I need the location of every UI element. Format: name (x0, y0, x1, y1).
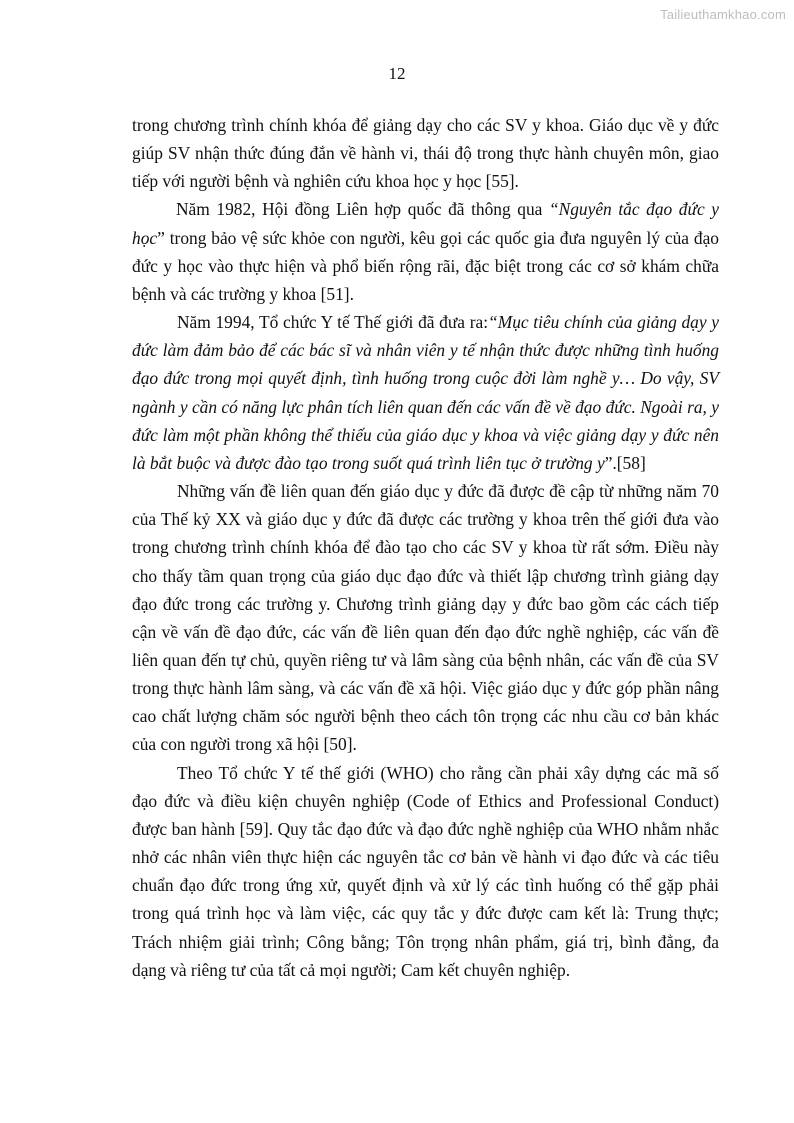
paragraph-2 (132, 195, 719, 308)
paragraph-1: trong chương trình chính khóa để giảng dạy cho các SV y khoa. Giáo dục về y đức giúp SV nhận thức đúng đắn về hành vi, thái độ trong thực hành chuyên môn, giao tiếp với người bệnh và nghiên cứu khoa học y học [55]. (132, 115, 719, 192)
paragraph-5: Theo Tổ chức Y tế thế giới (WHO) cho rằng cần phải xây dựng các mã số đạo đức và điều kiện chuyên nghiệp (Code of Ethics and Professional Conduct) được ban hành [59]. Quy tắc đạo đức và đạo đức nghề nghiệp của WHO nhằm nhắc nhở các nhân viên thực hiện các nguyên tắc cơ bản về hành vi đạo đức và các tiêu chuẩn đạo đức trong ứng xử, quyết định và xử lý các tình huống có thể gặp phải trong quá trình học và làm việc, các quy tắc y đức được cam kết là: Trung thực; Trách nhiệm giải trình; Công bằng; Tôn trọng nhân phẩm, giá trị, bình đẳng, đa dạng và riêng tư của tất cả mọi người; Cam kết chuyên nghiệp. (132, 762, 719, 980)
paragraph-3-quote: “Mục tiêu chính của giảng dạy y đức làm đảm bảo để các bác sĩ và nhân viên y tế nhận thức được những tình huống đạo đức trong mọi quyết định, tình huống trong cuộc đời làm nghề y… Do vậy, SV ngành y cần có năng lực phân tích liên quan đến các vấn đề về đạo đức. Ngoài ra, y đức làm một phần không thể thiếu của giáo dục y khoa và việc giảng dạy y đức nên là bắt buộc và được đào tạo trong suốt quá trình liên tục ở trường y (132, 312, 719, 473)
paragraph-2-text-start: Năm 1982, Hội đồng Liên hợp quốc đã thông qua (176, 199, 549, 220)
paragraph-3-text-start: Năm 1994, Tổ chức Y tế Thế giới đã đưa ra: (177, 312, 489, 333)
paragraph-4: Những vấn đề liên quan đến giáo dục y đức đã được đề cập từ những năm 70 của Thế kỷ XX và giáo dục y đức đã được các trường y khoa trên thế giới đưa vào trong chương trình chính khóa để đào tạo cho các SV y khoa từ rất sớm. Điều này cho thấy tầm quan trọng của giáo dục đạo đức và thiết lập chương trình giảng dạy đạo đức trong các trường y. Chương trình giảng dạy y đức bao gồm các cách tiếp cận về vấn đề đạo đức, các vấn đề liên quan đến đạo đức nghề nghiệp, các vấn đề liên quan đến tự chủ, quyền riêng tư và lâm sàng của bệnh nhân, các vấn đề của SV trong thực hành lâm sàng, và các vấn đề xã hội. Việc giáo dục y đức góp phần nâng cao chất lượng chăm sóc người bệnh theo cách tôn trọng các nhu cầu cơ bản khác của con người trong xã hội [50]. (132, 481, 719, 755)
document-body (132, 111, 719, 984)
paragraph-3-text-end: ”.[58] (604, 452, 646, 473)
page-number: 12 (388, 64, 406, 83)
paragraph-2-quote: “Nguyên tắc đạo đức y học (132, 199, 719, 248)
watermark: Tailieuthamkhao.com (660, 7, 786, 22)
paragraph-3 (132, 308, 719, 477)
paragraph-2-text-end: ” trong bảo vệ sức khỏe con người, kêu gọi các quốc gia đưa nguyên lý của đạo đức y học vào thực hiện và phổ biến rộng rãi, đặc biệt trong các cơ sở khám chữa bệnh và các trường y khoa [51]. (132, 227, 719, 304)
